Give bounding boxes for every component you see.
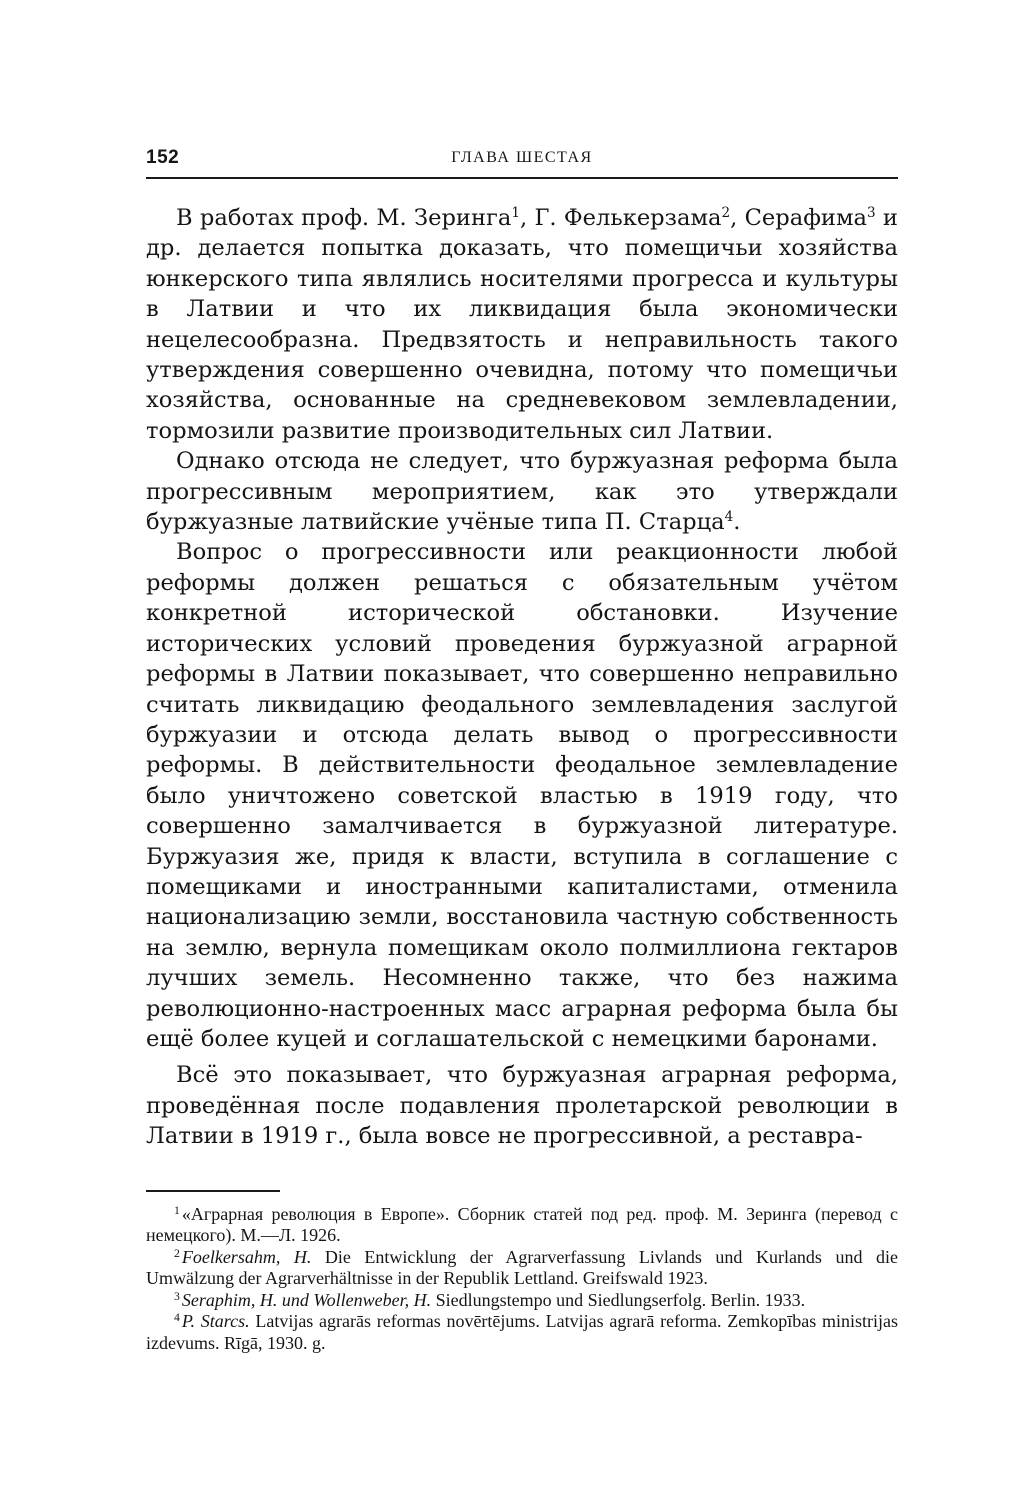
paragraph-text: , Г. Фелькерзама (519, 205, 722, 231)
footnote-ref: 2 (721, 204, 731, 221)
paragraph: Всё это показывает, что буржуазная аграрная реформа, проведённая после подавления пролетарской революции в Латвии в 1919 г., была вовсе не прогрессивной, а реставра- (146, 1062, 898, 1150)
main-text (146, 203, 898, 1152)
paragraph-text: , Серафима (730, 205, 867, 231)
paragraph-text: Однако отсюда не следует, что буржуазная реформа была прогрессивным мероприятием, как это утверждали буржуазные латвийские учёные типа П. Старца (146, 448, 898, 536)
running-head: ГЛАВА ШЕСТАЯ (451, 149, 593, 166)
footnote-author: P. Starcs. (181, 1311, 250, 1332)
footnote-author: Seraphim, H. und Wollenweber, H. (181, 1289, 432, 1310)
footnote-divider (146, 1190, 280, 1192)
footnote-number: 3 (174, 1289, 180, 1303)
footnote-ref: 3 (867, 204, 876, 221)
footnote-text: Die Entwicklung der Agrarverfassung Livlands und Kurlands und die Umwälzung der Agrarverhältnisse in der Republik Lettland. Greifswald 1923. (146, 1246, 898, 1289)
footnote-text: «Аграрная революция в Европе». Сборник статей под ред. проф. М. Зеринга (перевод с немецкого). М.—Л. 1926. (146, 1203, 898, 1246)
page-header (146, 145, 898, 179)
footnote (146, 1290, 898, 1312)
paragraph-text: . (733, 509, 741, 536)
footnote (146, 1247, 898, 1290)
footnote-ref: 4 (724, 508, 734, 525)
book-page (146, 145, 898, 1354)
page-number: 152 (146, 147, 180, 168)
footnote-number: 4 (174, 1311, 180, 1325)
footnote (146, 1204, 898, 1247)
paragraph (146, 203, 898, 446)
footnote-text: Latvijas agrarās reformas novērtējums. Latvijas agrarā reforma. Zemkopības ministrijas izdevums. Rīgā, 1930. g. (146, 1311, 898, 1353)
footnotes (146, 1204, 898, 1355)
footnote-text: Siedlungstempo und Siedlungserfolg. Berlin. 1933. (431, 1289, 806, 1310)
paragraph-text: В работах проф. М. Зеринга (176, 205, 512, 231)
footnote-number: 2 (174, 1246, 180, 1260)
footnote-ref: 1 (511, 204, 520, 221)
paragraph (146, 446, 898, 537)
footnote (146, 1311, 898, 1354)
footnote-author: Foelkersahm, H. (181, 1246, 312, 1267)
footnote-number: 1 (174, 1203, 180, 1217)
paragraph-text: и др. делается попытка доказать, что помещичьи хозяйства юнкерского типа являлись носителями прогресса и культуры в Латвии и что их ликвидация была экономически нецелесообразна. Предвзятость и неправильность такого утверждения совершенно очевидна, потому что помещичьи хозяйства, основанные на средневековом землевладении, тормозили развитие производительных сил Латвии. (146, 205, 898, 444)
paragraph: Вопрос о прогрессивности или реакционности любой реформы должен решаться с обязательным учётом конкретной исторической обстановки. Изучение исторических условий проведения буржуазной аграрной реформы в Латвии показывает, что совершенно неправильно считать ликвидацию феодального землевладения заслугой буржуазии и отсюда делать вывод о прогрессивности реформы. В действительности феодальное землевладение было уничтожено советской властью в 1919 году, что совершенно замалчивается в буржуазной литературе. Буржуазия же, придя к власти, вступила в соглашение с помещиками и иностранными капиталистами, отменила национализацию земли, восстановила частную собственность на землю, вернула помещикам около полмиллиона гектаров лучших земель. Несомненно также, что без нажима революционно-настроенных масс аграрная реформа была бы ещё более куцей и соглашательской с немецкими баронами. (146, 539, 898, 1052)
